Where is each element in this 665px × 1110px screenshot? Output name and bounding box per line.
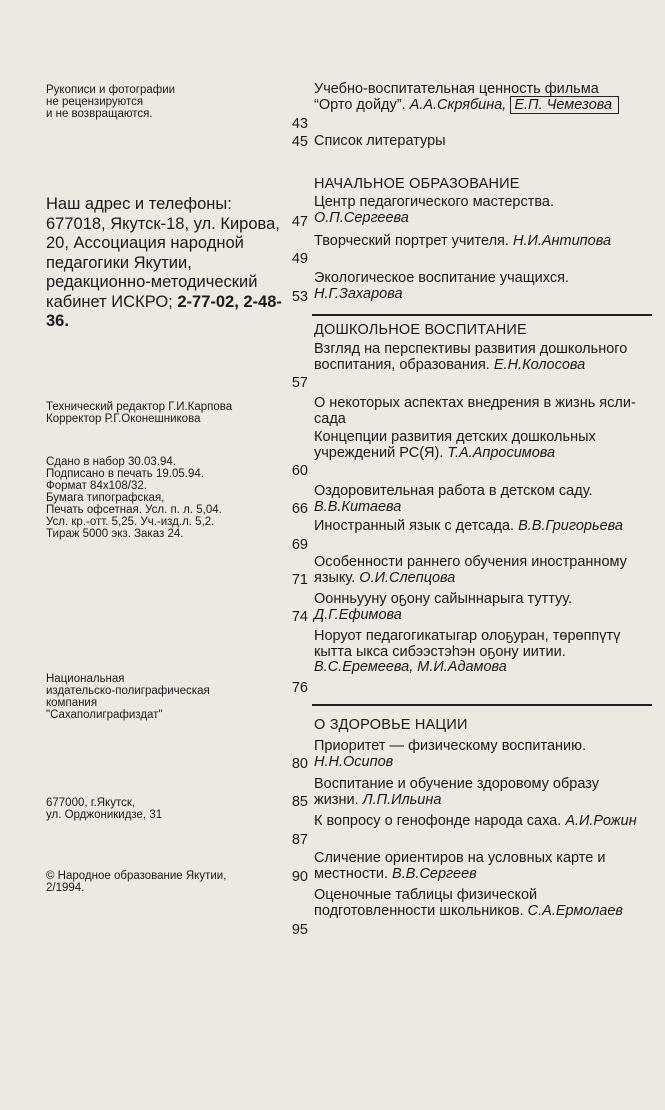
toc-page-number: 66 [291,501,308,517]
toc-page-number: 45 [291,134,308,150]
toc-title: Сличение ориентиров на условных карте и местности. [314,850,606,882]
toc-title: К вопросу о генофонде народа саха. [314,813,562,829]
toc-authors: О.И.Слепцова [359,569,456,586]
toc-authors: Н.И.Антипова [512,233,612,249]
toc-authors: С.А.Ермолаев [527,902,623,919]
publisher-name: Национальная издательско-полиграфическая компания "Сахаполиграфиздат" [46,673,210,721]
toc-title: Особенности раннего обучения иностранному языку. [314,554,627,586]
toc-authors: А.И.Рожин [565,813,637,829]
toc-title: Приоритет — физическому воспитанию. [314,738,587,754]
toc-authors: В.В.Григорьева [518,518,623,534]
toc-title: Список литературы [314,133,446,149]
toc-authors: В.С.Еремеева, М.И.Адамова [314,659,507,675]
toc-authors: А.А.Скрябина, [409,96,507,113]
toc-title: О некоторых аспектах внедрения в жизнь ясли-сада [314,395,636,427]
toc-authors: Т.А.Апросимова [447,444,556,461]
toc-authors: Н.Г.Захарова [314,285,403,302]
toc-title: Оценочные таблицы физической подготовленности школьников. [314,887,538,919]
toc-page-number: 74 [291,609,308,625]
toc-authors: В.В.Китаева [314,498,402,515]
toc-title: Центр педагогического мастерства. [314,194,554,210]
address-text: Наш адрес и телефоны: 677018, Якутск-18, ул. Кирова, 20, Ассоциация народной педагогики Якутии, редакционно-методический кабинет ИСКРО; [46,195,280,311]
editorial-address [46,195,286,332]
toc-page-number: 69 [291,537,308,553]
toc-title: Оздоровительная работа в детском саду. [314,483,593,499]
address-phones: 2-77-02, 2-48-36. [46,292,282,330]
toc-title: Оонньууну оҕону сайыннарыга туттуу. [314,591,573,607]
publisher-address: 677000, г.Якутск, ул. Орджоникидзе, 31 [46,797,163,821]
section-divider [312,314,652,316]
toc-page-number: 95 [291,922,308,938]
toc-page-number: 87 [291,832,308,848]
section-title-primary: НАЧАЛЬНОЕ ОБРАЗОВАНИЕ [314,176,520,192]
manuscript-notice: Рукописи и фотографии не рецензируются и не возвращаются. [46,84,176,120]
toc-title: Учебно-воспитательная ценность фильма “Орто дойду”. [314,81,599,113]
section-divider [312,704,652,706]
toc-title: Норуот педагогикатыгар олоҕуран, төрөппүтү кытта ыкса сибээстэһэн оҕону иитии. [314,628,621,660]
section-title-preschool: ДОШКОЛЬНОЕ ВОСПИТАНИЕ [314,322,527,338]
toc-title: Концепции развития детских дошкольных учреждений РС(Я). [314,429,596,461]
toc-title: Экологическое воспитание учащихся. [314,270,569,286]
toc-title: Взгляд на перспективы развития дошкольного воспитания, образования. [314,341,628,373]
print-info: Сдано в набор 30.03.94. Подписано в печать 19.05.94. Формат 84х108/32. Бумага типографская, Печать офсетная. Усл. п. л. 5,04. Усл. кр.-отт. 5,25. Уч.-изд.л. 5,2. Тираж 5000 экз. Заказ 24. [46,456,222,540]
toc-authors: Л.П.Ильина [362,791,442,808]
toc-page-number: 47 [291,214,308,230]
toc-page-number: 49 [291,251,308,267]
toc-page-number: 85 [291,794,308,810]
highlighted-author-box: Е.П. Чемезова [510,96,619,114]
toc-page-number: 80 [291,756,308,772]
toc-page-number: 71 [291,572,308,588]
toc-authors: В.В.Сергеев [392,865,477,882]
section-title-health: О ЗДОРОВЬЕ НАЦИИ [314,717,468,733]
toc-page-number: 90 [291,869,308,885]
toc-page-number: 60 [291,463,308,479]
toc-page-number: 76 [291,680,308,696]
toc-authors: О.П.Сергеева [314,209,409,226]
toc-authors: Е.Н.Колосова [493,356,586,373]
toc-authors: Н.Н.Осипов [314,753,394,770]
toc-page-number: 43 [291,116,308,132]
copyright-notice: © Народное образование Якутии, 2/1994. [46,870,227,894]
toc-title: Творческий портрет учителя. [314,233,509,249]
toc-authors: Д.Г.Ефимова [314,606,402,623]
toc-title: Иностранный язык с детсада. [314,518,515,534]
toc-page-number: 53 [291,289,308,305]
toc-page-number: 57 [291,375,308,391]
editors-credits: Технический редактор Г.И.Карпова Корректор Р.Г.Оконешникова [46,401,233,425]
toc-title: Воспитание и обучение здоровому образу жизни. [314,776,599,808]
